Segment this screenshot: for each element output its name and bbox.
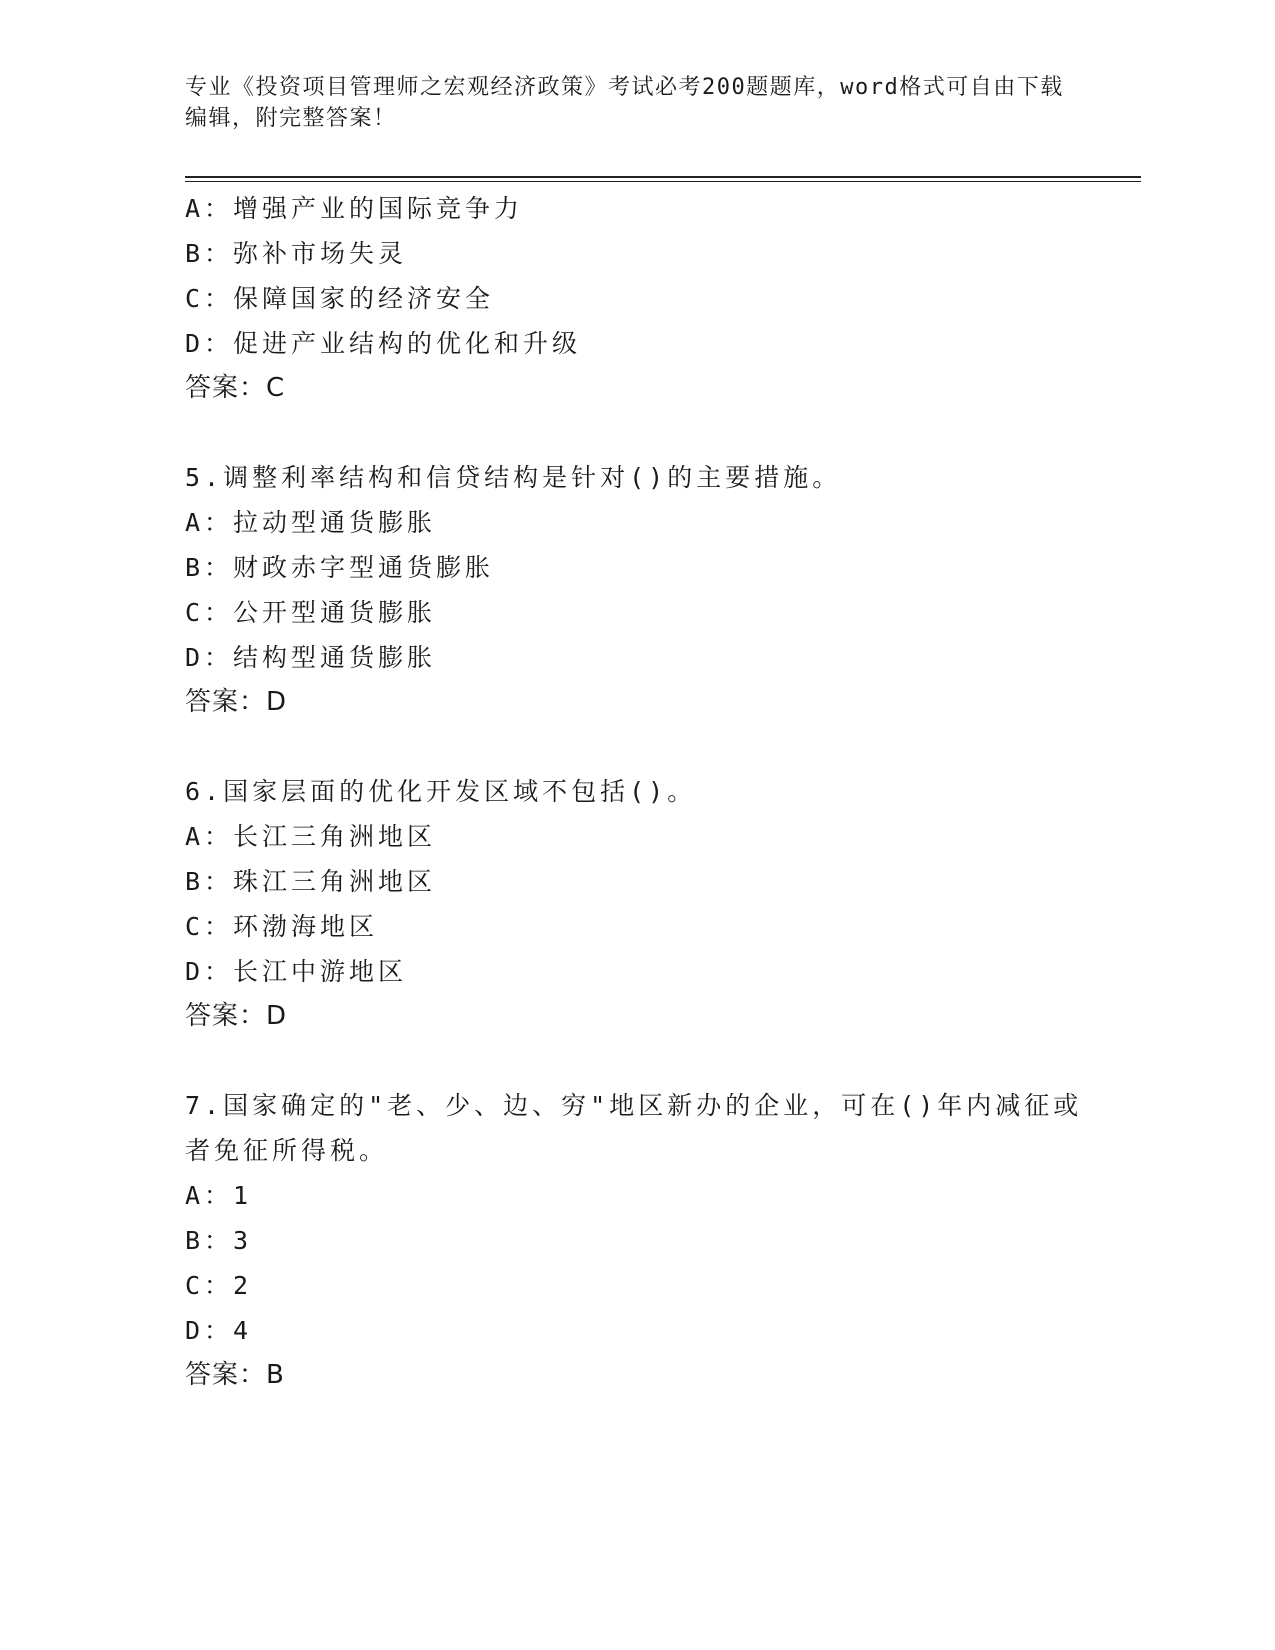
- question-block-5: [185, 455, 1085, 725]
- option-c: C：2: [185, 1271, 253, 1300]
- header-divider: [185, 176, 1141, 178]
- answer-line: 答案：C: [185, 373, 286, 403]
- option-d: D：4: [185, 1316, 253, 1345]
- option-b: B：弥补市场失灵: [185, 239, 408, 268]
- spacer: [185, 1039, 1085, 1083]
- answer-line: 答案：D: [185, 1001, 288, 1031]
- spacer: [185, 725, 1085, 769]
- spacer: [185, 411, 1085, 455]
- question-block-7: [185, 1083, 1085, 1398]
- header-divider-thin: [185, 181, 1141, 182]
- option-b: B：财政赤字型通货膨胀: [185, 553, 495, 582]
- document-header: 专业《投资项目管理师之宏观经济政策》考试必考200题题库，word格式可自由下载编辑，附完整答案！: [185, 75, 1064, 131]
- question-stem: 6.国家层面的优化开发区域不包括()。: [185, 777, 697, 806]
- option-c: C：环渤海地区: [185, 912, 379, 941]
- option-d: D：促进产业结构的优化和升级: [185, 329, 582, 358]
- question-block-4: [185, 186, 1085, 411]
- option-b: B：珠江三角洲地区: [185, 867, 437, 896]
- option-a: A：1: [185, 1181, 253, 1210]
- answer-line: 答案：B: [185, 1360, 285, 1390]
- option-c: C：保障国家的经济安全: [185, 284, 495, 313]
- question-stem: 7.国家确定的"老、少、边、穷"地区新办的企业，可在()年内减征或者免征所得税。: [185, 1091, 1083, 1165]
- answer-line: 答案：D: [185, 687, 288, 717]
- option-a: A：拉动型通货膨胀: [185, 508, 437, 537]
- option-d: D：结构型通货膨胀: [185, 643, 437, 672]
- question-list: [185, 186, 1085, 1398]
- option-b: B：3: [185, 1226, 253, 1255]
- question-block-6: [185, 769, 1085, 1039]
- option-c: C：公开型通货膨胀: [185, 598, 437, 627]
- option-a: A：长江三角洲地区: [185, 822, 437, 851]
- option-d: D：长江中游地区: [185, 957, 408, 986]
- option-a: A：增强产业的国际竞争力: [185, 194, 524, 223]
- question-stem: 5.调整利率结构和信贷结构是针对()的主要措施。: [185, 463, 842, 492]
